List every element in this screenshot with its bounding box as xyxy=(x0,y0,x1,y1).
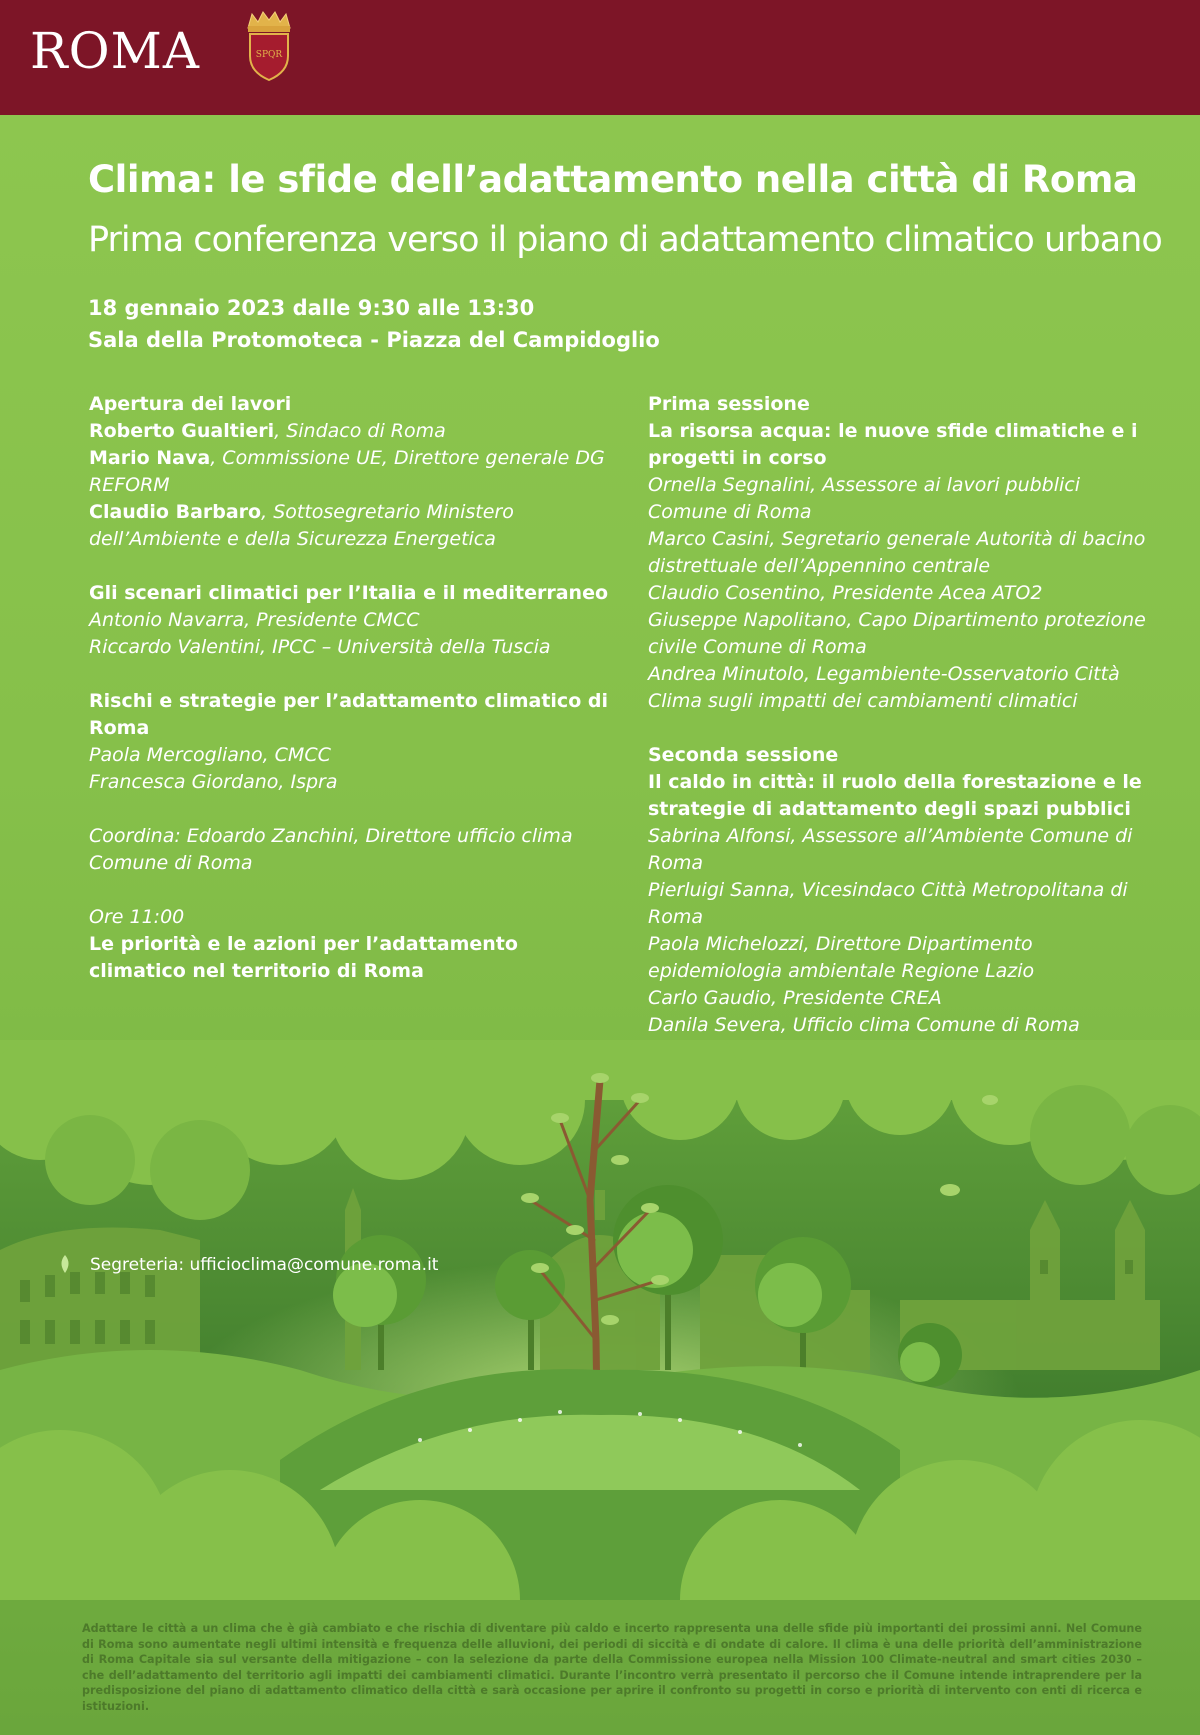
secretariat-contact: Segreteria: ufficioclima@comune.roma.it xyxy=(90,1255,439,1275)
first-session-heading: La risorsa acqua: le nuove sfide climatiche e i progetti in corso xyxy=(648,420,1138,469)
program-right-column xyxy=(648,391,1158,1039)
roma-crest-icon xyxy=(244,10,294,82)
program-left-column xyxy=(89,391,609,985)
speaker-item: Paola Michelozzi, Direttore Dipartimento epidemiologia ambientale Regione Lazio xyxy=(648,933,1035,982)
speaker-item: Riccardo Valentini, IPCC – Università della Tuscia xyxy=(89,636,551,658)
speaker-item: Andrea Minutolo, Legambiente-Osservatorio Città Clima sugli impatti dei cambiamenti climatici xyxy=(648,663,1120,712)
speaker-item: Claudio Barbaro, Sottosegretario Ministero dell’Ambiente e della Sicurezza Energetica xyxy=(89,501,514,550)
second-session-heading: Il caldo in città: il ruolo della forestazione e le strategie di adattamento degli spazi pubblici xyxy=(648,771,1142,820)
page-subtitle: Prima conferenza verso il piano di adattamento climatico urbano xyxy=(88,220,1162,260)
svg-text:SPQR: SPQR xyxy=(255,50,283,60)
priorities-heading: Le priorità e le azioni per l’adattamento climatico nel territorio di Roma xyxy=(89,933,518,982)
speaker-item: Antonio Navarra, Presidente CMCC xyxy=(89,609,420,631)
speaker-item: Pierluigi Sanna, Vicesindaco Città Metropolitana di Roma xyxy=(648,879,1128,928)
page-title: Clima: le sfide dell’adattamento nella città di Roma xyxy=(88,158,1138,201)
first-session-label: Prima sessione xyxy=(648,393,810,415)
speaker-item: Giuseppe Napolitano, Capo Dipartimento protezione civile Comune di Roma xyxy=(648,609,1146,658)
second-session-label: Seconda sessione xyxy=(648,744,839,766)
scenarios-heading: Gli scenari climatici per l’Italia e il mediterraneo xyxy=(89,582,609,604)
footer-description: Adattare le città a un clima che è già cambiato e che rischia di diventare più caldo e incerto rappresenta una delle sfide più importanti dei prossimi anni. Nel Comune di Roma sono aumentate negli ultimi intensità e frequenza delle alluvioni, dei periodi di siccità e di ondate di calore. Il clima è una delle priorità dell’amministrazione di Roma Capitale sia sul versante della mitigazione – con la selezione da parte della Commissione europea nella Mission 100 Climate-neutral and smart cities 2030 – che dell’adattamento del territorio agli impatti dei cambiamenti climatici. Durante l’incontro verrà presentato il percorso che il Comune intende intraprendere per la predisposizione del piano di adattamento climatico della città e sarà occasione per aprire il confronto su progetti in corso e priorità di intervento con enti di ricerca e istituzioni. xyxy=(82,1622,1142,1713)
speaker-item: Sabrina Alfonsi, Assessore all’Ambiente Comune di Roma xyxy=(648,825,1133,874)
speaker-item: Claudio Cosentino, Presidente Acea ATO2 xyxy=(648,582,1043,604)
risks-heading: Rischi e strategie per l’adattamento climatico di Roma xyxy=(89,690,608,739)
speaker-item: Francesca Giordano, Ispra xyxy=(89,771,338,793)
speaker-item: Marco Casini, Segretario generale Autorità di bacino distrettuale dell’Appennino centrale xyxy=(648,528,1146,577)
rome-skyline-illustration xyxy=(0,1040,1200,1600)
header-bar xyxy=(0,0,1200,115)
event-date: 18 gennaio 2023 dalle 9:30 alle 13:30 xyxy=(88,296,535,320)
roma-logo-text: ROMA xyxy=(30,22,200,80)
speaker-item: Ornella Segnalini, Assessore ai lavori pubblici Comune di Roma xyxy=(648,474,1081,523)
coordinator-text: Coordina: Edoardo Zanchini, Direttore ufficio clima Comune di Roma xyxy=(89,825,573,874)
speaker-item: Mario Nava, Commissione UE, Direttore generale DG REFORM xyxy=(89,447,605,496)
speaker-item: Danila Severa, Ufficio clima Comune di Roma xyxy=(648,1014,1080,1036)
leaf-icon xyxy=(58,1255,72,1273)
event-venue: Sala della Protomoteca - Piazza del Campidoglio xyxy=(88,328,660,352)
speaker-item: Roberto Gualtieri, Sindaco di Roma xyxy=(89,420,446,442)
speaker-item: Carlo Gaudio, Presidente CREA xyxy=(648,987,942,1009)
time-text: Ore 11:00 xyxy=(89,906,185,928)
speaker-item: Paola Mercogliano, CMCC xyxy=(89,744,331,766)
opening-heading: Apertura dei lavori xyxy=(89,393,292,415)
